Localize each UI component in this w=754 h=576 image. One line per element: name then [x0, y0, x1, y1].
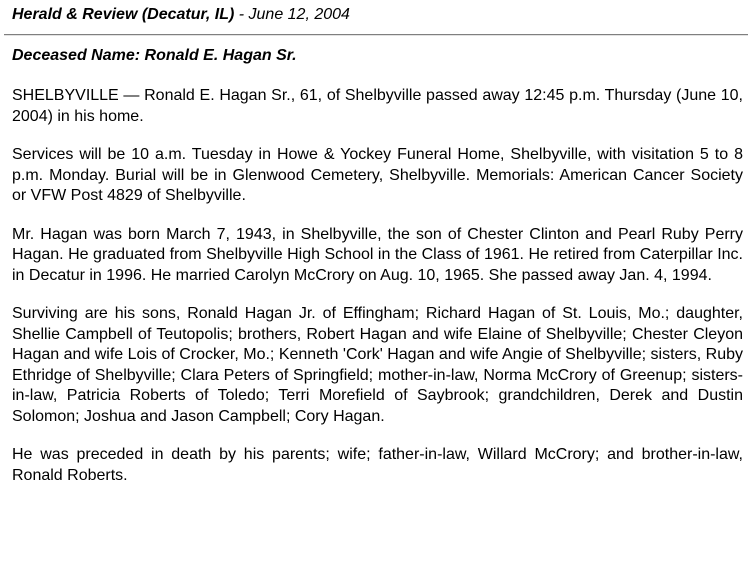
paragraph-death-notice: SHELBYVILLE — Ronald E. Hagan Sr., 61, of Shelbyville passed away 12:45 p.m. Thursday (June 10, 2004) in his home.: [12, 87, 743, 125]
paragraph-services: Services will be 10 a.m. Tuesday in Howe & Yockey Funeral Home, Shelbyville, with visitation 5 to 8 p.m. Monday. Burial will be in Glenwood Cemetery, Shelbyville. Memorials: American Cancer Society or VFW Post 4829 of Shelbyville.: [12, 146, 743, 204]
deceased-name: Deceased Name: Ronald E. Hagan Sr.: [12, 47, 297, 64]
newspaper-name: Herald & Review (Decatur, IL): [12, 6, 235, 23]
source-header: [12, 5, 744, 25]
publication-date: June 12, 2004: [248, 6, 350, 23]
paragraph-preceded-in-death: He was preceded in death by his parents; wife; father-in-law, Willard McCrory; and brother-in-law, Ronald Roberts.: [12, 446, 743, 484]
header-divider: [4, 34, 748, 36]
obituary-body: [12, 86, 743, 486]
header-separator: -: [234, 6, 249, 23]
paragraph-biography: Mr. Hagan was born March 7, 1943, in Shelbyville, the son of Chester Clinton and Pearl Ruby Perry Hagan. He graduated from Shelbyville High School in the Class of 1961. He retired from Caterpillar Inc. in Decatur in 1996. He married Carolyn McCrory on Aug. 10, 1965. She passed away Jan. 4, 1994.: [12, 225, 743, 284]
paragraph-survivors: Surviving are his sons, Ronald Hagan Jr. of Effingham; Richard Hagan of St. Louis, Mo.; daughter, Shellie Campbell of Teutopolis; brothers, Robert Hagan and wife Elaine of Shelbyville; Chester Cleyon Hagan and wife Lois of Crocker, Mo.; Kenneth 'Cork' Hagan and wife Angie of Shelbyville; sisters, Ruby Ethridge of Shelbyville; Clara Peters of Springfield; mother-in-law, Norma McCrory of Greenup; sisters-in-law, Patricia Roberts of Toledo; Terri Morefield of Saybrook; grandchildren, Derek and Dustin Solomon; Joshua and Jason Campbell; Cory Hagan.: [12, 305, 743, 425]
